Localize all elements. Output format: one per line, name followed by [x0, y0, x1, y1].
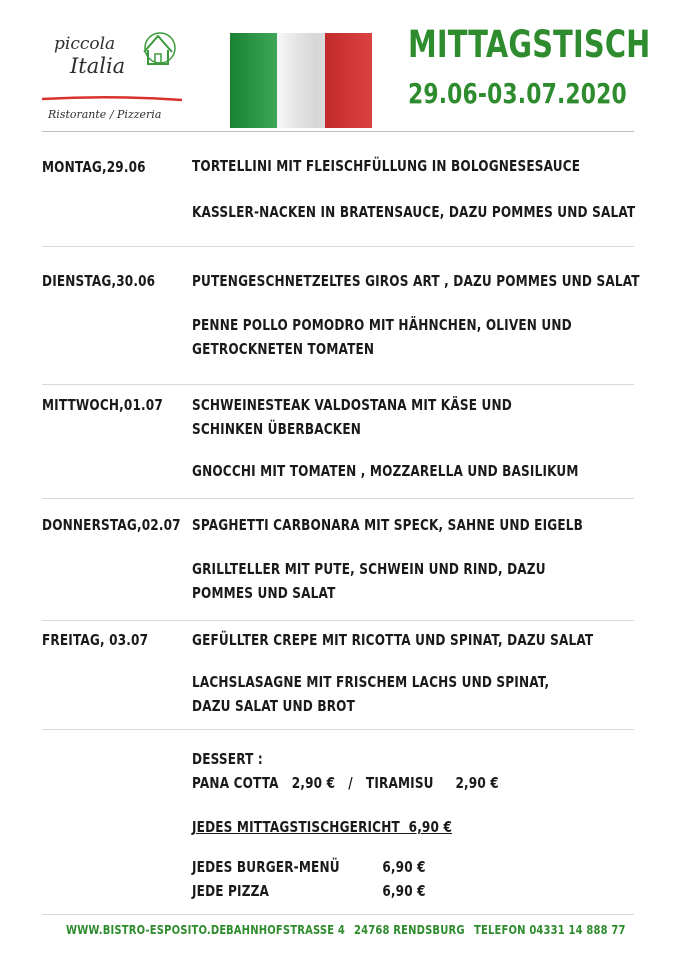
pizza-price: 6,90 € [382, 882, 426, 900]
footer-city: 24768 RENDSBURG [354, 922, 465, 937]
dish: TORTELLINI MIT FLEISCHFÜLLUNG IN BOLOGNESESAUCE [192, 157, 581, 175]
daily-price: JEDES MITTAGSTISCHGERICHT 6,90 € [192, 818, 453, 836]
day-label: DIENSTAG,30.06 [42, 272, 156, 290]
footer-divider [42, 914, 634, 915]
logo-red-swoosh [42, 94, 182, 104]
logo-subtitle: Ristorante / Pizzeria [48, 108, 162, 121]
logo-text-piccola: piccola [54, 34, 116, 54]
dish: GEFÜLLTER CREPE MIT RICOTTA UND SPINAT, DAZU SALAT [192, 631, 594, 649]
dish: GETROCKNETEN TOMATEN [192, 340, 375, 358]
section-divider [42, 620, 634, 621]
dessert-prices: PANA COTTA 2,90 € / TIRAMISU 2,90 € [192, 774, 499, 792]
house-icon [140, 28, 176, 72]
day-label: DONNERSTAG,02.07 [42, 516, 181, 534]
header-divider [42, 131, 634, 132]
date-range: 29.06-03.07.2020 [408, 77, 627, 110]
dish: SPAGHETTI CARBONARA MIT SPECK, SAHNE UND EIGELB [192, 516, 583, 534]
day-label: FREITAG, 03.07 [42, 631, 149, 649]
dish: GRILLTELLER MIT PUTE, SCHWEIN UND RIND, DAZU [192, 560, 546, 578]
footer-street: BAHNHOFSTRASSE 4 [226, 922, 346, 937]
dish: SCHWEINESTEAK VALDOSTANA MIT KÄSE UND [192, 396, 512, 414]
day-label: MITTWOCH,01.07 [42, 396, 163, 414]
section-divider [42, 729, 634, 730]
dessert-label: DESSERT : [192, 750, 263, 768]
dish: SCHINKEN ÜBERBACKEN [192, 420, 362, 438]
dish: LACHSLASAGNE MIT FRISCHEM LACHS UND SPINAT, [192, 673, 550, 691]
burger-label: JEDES BURGER-MENÜ [192, 858, 340, 876]
logo-text-italia: Italia [70, 54, 126, 78]
burger-menu-line [192, 856, 426, 878]
pizza-label: JEDE PIZZA [192, 882, 270, 900]
footer-website[interactable]: WWW.BISTRO-ESPOSITO.DE [66, 922, 227, 937]
dish: KASSLER-NACKEN IN BRATENSAUCE, DAZU POMMES UND SALAT [192, 203, 636, 221]
footer-phone: TELEFON 04331 14 888 77 [474, 922, 626, 937]
burger-price: 6,90 € [382, 858, 426, 876]
italian-flag [230, 33, 372, 128]
section-divider [42, 384, 634, 385]
dish: GNOCCHI MIT TOMATEN , MOZZARELLA UND BASILIKUM [192, 462, 579, 480]
day-label: MONTAG,29.06 [42, 158, 146, 176]
section-divider [42, 498, 634, 499]
restaurant-logo [42, 24, 182, 128]
dish: PENNE POLLO POMODRO MIT HÄHNCHEN, OLIVEN UND [192, 316, 572, 334]
footer [0, 922, 679, 938]
pizza-line [192, 880, 426, 902]
section-divider [42, 246, 634, 247]
dish: POMMES UND SALAT [192, 584, 336, 602]
dish: DAZU SALAT UND BROT [192, 697, 356, 715]
dish: PUTENGESCHNETZELTES GIROS ART , DAZU POMMES UND SALAT [192, 272, 640, 290]
page-title: MITTAGSTISCH [408, 23, 651, 66]
